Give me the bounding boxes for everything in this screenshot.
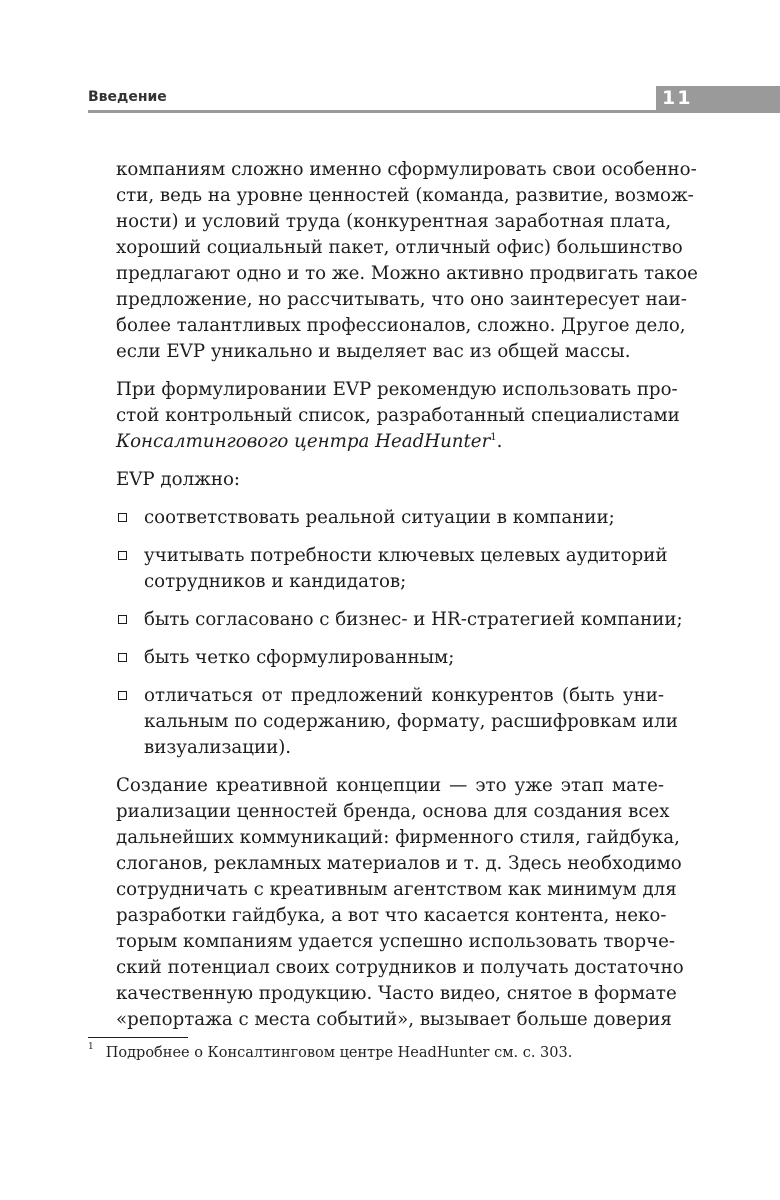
footnote-number: 1 bbox=[88, 1042, 94, 1052]
text-line: визуализации). bbox=[144, 737, 292, 758]
checkbox-bullet-icon bbox=[118, 513, 127, 522]
running-header bbox=[88, 86, 780, 112]
text-line: ности) и условий труда (конкурентная заработная плата, bbox=[116, 211, 672, 232]
list-item bbox=[116, 683, 678, 761]
checkbox-bullet-icon bbox=[118, 551, 127, 560]
footnote bbox=[88, 1042, 573, 1061]
paragraph-2 bbox=[116, 377, 680, 455]
checkbox-bullet-icon bbox=[118, 691, 127, 700]
footnote-separator bbox=[88, 1037, 188, 1038]
text-line: более талантливых профессионалов, сложно. Другое дело, bbox=[116, 315, 686, 336]
italic-reference: Консалтингового центра HeadHunter bbox=[116, 431, 491, 452]
checkbox-bullet-icon bbox=[118, 615, 127, 624]
text-line: торым компаниям удается успешно использовать творче- bbox=[116, 931, 676, 952]
text-line: «репортажа с места событий», вызывает больше доверия bbox=[116, 1009, 672, 1030]
text-line: При формулировании EVP рекомендую использовать про- bbox=[116, 379, 678, 400]
paragraph-3 bbox=[116, 467, 664, 493]
sentence-end: . bbox=[496, 431, 503, 452]
list-item bbox=[116, 645, 664, 671]
text-line: соответствовать реальной ситуации в компании; bbox=[144, 507, 615, 528]
text-line: компаниям сложно именно сформулировать свои особенно- bbox=[116, 159, 697, 180]
paragraph-4 bbox=[116, 773, 684, 1033]
list-item bbox=[116, 505, 664, 531]
text-line: разработки гайдбука, а вот что касается контента, неко- bbox=[116, 905, 667, 926]
text-line: сти, ведь на уровне ценностей (команда, развитие, возмож- bbox=[116, 185, 694, 206]
footnote-text: Подробнее о Консалтинговом центре HeadHunter см. с. 303. bbox=[105, 1045, 573, 1061]
text-line: быть согласовано с бизнес- и HR-стратегией компании; bbox=[144, 609, 683, 630]
text-line: учитывать потребности ключевых целевых аудиторий bbox=[144, 545, 668, 566]
text-line: отличаться от предложений конкурентов (быть уни- bbox=[144, 685, 664, 706]
text-line: дальнейших коммуникаций: фирменного стиля, гайдбука, bbox=[116, 827, 680, 848]
list-item bbox=[116, 543, 668, 595]
text-line: Создание креативной концепции — это уже этап мате- bbox=[116, 775, 664, 796]
list-item bbox=[116, 607, 683, 633]
text-line: сотрудников и кандидатов; bbox=[144, 571, 407, 592]
page-number: 11 bbox=[662, 87, 693, 109]
text-line: кальным по содержанию, формату, расшифровкам или bbox=[144, 711, 678, 732]
text-line: сотрудничать с креативным агентством как минимум для bbox=[116, 879, 677, 900]
text-line: быть четко сформулированным; bbox=[144, 647, 455, 668]
text-line: качественную продукцию. Часто видео, снятое в формате bbox=[116, 983, 677, 1004]
text-line: EVP должно: bbox=[116, 469, 241, 490]
text-line: предложение, но рассчитывать, что оно заинтересует наи- bbox=[116, 289, 687, 310]
checkbox-bullet-icon bbox=[118, 653, 127, 662]
checklist bbox=[116, 505, 683, 761]
chapter-title: Введение bbox=[88, 89, 167, 105]
text-line: риализации ценностей бренда, основа для создания всех bbox=[116, 801, 670, 822]
text-line: хороший социальный пакет, отличный офис) большинство bbox=[116, 237, 683, 258]
body-text bbox=[116, 157, 698, 1045]
footnote-marker[interactable]: 1 bbox=[490, 431, 497, 443]
paragraph-1 bbox=[116, 157, 698, 365]
header-rule bbox=[88, 110, 780, 113]
text-line: слоганов, рекламных материалов и т. д. Здесь необходимо bbox=[116, 853, 682, 874]
text-line: если EVP уникально и выделяет вас из общей массы. bbox=[116, 341, 631, 362]
text-line: ский потенциал своих сотрудников и получать достаточно bbox=[116, 957, 684, 978]
page-number-box bbox=[656, 86, 780, 110]
text-line: предлагают одно и то же. Можно активно продвигать такое bbox=[116, 263, 698, 284]
text-line: стой контрольный список, разработанный специалистами bbox=[116, 405, 680, 426]
text-line bbox=[116, 429, 664, 455]
